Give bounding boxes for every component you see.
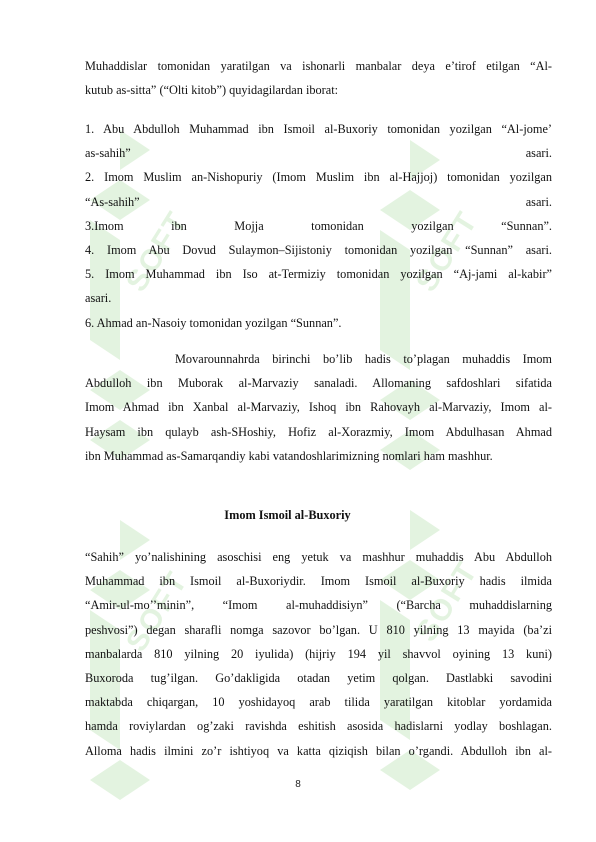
text-line: manbalarda 810 yilning 20 iyulida) (hijriy 194 yil shavvol oyining 13 kuni): [85, 646, 552, 661]
text-line: kutub as-sitta” (“Olti kitob”) quyidagilardan iborat:: [85, 83, 339, 98]
list-item: asari.: [85, 291, 112, 306]
watermark-text: SOFT: [120, 205, 195, 298]
text-line: hamda roviylardan og’zaki ravishda eshitish asosida hadislarni yodlay boshlagan.: [85, 719, 552, 734]
paragraph-movarounnahr: [85, 347, 552, 468]
books-list: [85, 117, 552, 335]
text-line: “Amir-ul-mo’’minin”, “Imom al-muhaddisiyn” (“Barcha muhaddislarning: [85, 598, 552, 613]
text-line: peshvosi”) degan sharafli nomga sazovor bo’lgan. U 810 yilning 13 mayida (ba’zi: [85, 622, 552, 637]
text-line: Alloma hadis ilmini zo’r ishtiyoq va katta qiziqish bilan o’rgandi. Abdulloh ibn al-: [85, 743, 552, 758]
text-line: ibn Muhammad as-Samarqandiy kabi vatandoshlarimizning nomlari ham mashhur.: [85, 448, 493, 463]
intro-paragraph: [85, 54, 552, 102]
list-item: 5. Imom Muhammad ibn Iso at-Termiziy tomonidan yozilgan “Aj-jami al-kabir”: [85, 267, 552, 282]
list-item: 4. Imom Abu Dovud Sulaymon–Sijistoniy tomonidan yozilgan “Sunnan” asari.: [85, 243, 552, 258]
watermark-text: SOFT: [120, 565, 195, 658]
text-line: Haysam ibn qulayb ash-SHoshiy, Hofiz al-Xorazmiy, Imom Abdulhasan Ahmad: [85, 424, 552, 439]
list-item: 6. Ahmad an-Nasoiy tomonidan yozilgan “Sunnan”.: [85, 315, 342, 330]
text-line: maktabda chiqargan, 10 yoshidayoq arab tilida yaratilgan kitoblar yordamida: [85, 695, 552, 710]
paragraph-buxoriy: [85, 545, 552, 763]
watermark-text: SOFT: [410, 205, 485, 298]
watermark-text: SOFT: [410, 555, 485, 648]
list-item: 3.Imom ibn Mojja tomonidan yozilgan “Sunnan”.: [85, 218, 552, 233]
list-item: “As-sahih” asari.: [85, 194, 552, 209]
page-number: 8: [295, 779, 301, 790]
text-line: Muhaddislar tomonidan yaratilgan va ishonarli manbalar deya e’tirof etilgan “Al-: [85, 59, 552, 73]
text-line: Buxoroda tug’ilgan. Go’dakligida otadan yetim qolgan. Dastlabki savodini: [85, 671, 552, 686]
text-line: Muhammad ibn Ismoil al-Buxoriydir. Imom Ismoil al-Buxoriy hadis ilmida: [85, 574, 552, 589]
text-line: “Sahih” yo’nalishining asoschisi eng yetuk va mashhur muhaddis Abu Abdulloh: [85, 550, 552, 564]
list-item: 2. Imom Muslim an-Nishopuriy (Imom Muslim ibn al-Hajjoj) tomonidan yozilgan: [85, 170, 552, 185]
list-item: as-sahih” asari.: [85, 146, 552, 161]
text-line: Movarounnahrda birinchi bo’lib hadis to’plagan muhaddis Imom: [175, 352, 552, 366]
list-item: 1. Abu Abdulloh Muhammad ibn Ismoil al-Buxoriy tomonidan yozilgan “Al-jome’: [85, 122, 552, 136]
text-line: Imom Ahmad ibn Xanbal al-Marvaziy, Ishoq ibn Rahovayh al-Marvaziy, Imom al-: [85, 400, 552, 415]
text-line: Abdulloh ibn Muborak al-Marvaziy sanaladi. Allomaning safdoshlari sifatida: [85, 376, 552, 391]
section-heading: Imom Ismoil al-Buxoriy: [224, 508, 351, 522]
